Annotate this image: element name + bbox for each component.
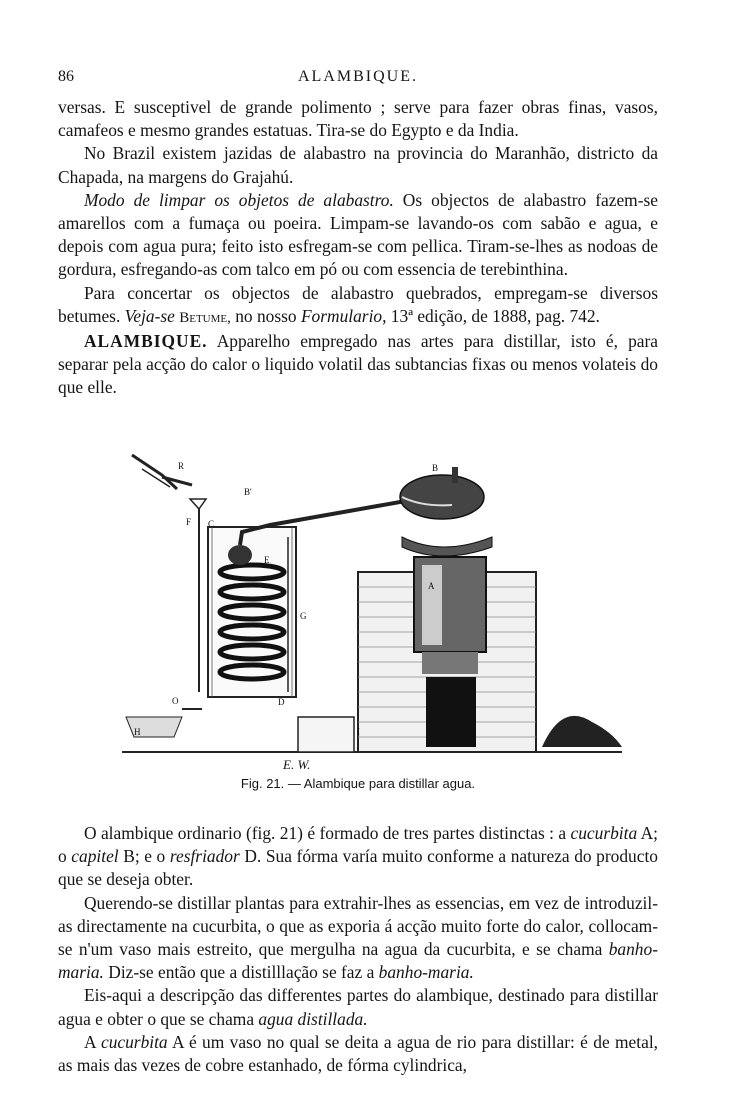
label-d: D <box>278 697 285 707</box>
page-header <box>58 68 658 90</box>
italic-lead: Modo de limpar os objetos de alabastro. <box>84 189 394 210</box>
label-h: H <box>134 727 141 737</box>
cucurbita-text: A é um vaso no qual se deita a agua de rio para distillar: é de metal, as mais das vezes de cobre estanhado, de fórma cylindrica, <box>58 1031 658 1076</box>
cross-reference: Betume, <box>179 309 231 326</box>
term-resfriador: resfriador <box>169 846 240 867</box>
banho-text-2: Diz-se então que a distilllação se faz a <box>103 962 379 983</box>
paragraph-continuation: versas. E susceptivel de grande polimento ; serve para fazer obras finas, vasos, camafeos e mesmo grandes estatuas. Tira-se do Egypto e da India. <box>58 97 658 141</box>
label-g: G <box>300 611 307 621</box>
lower-text-block <box>58 822 658 1077</box>
paragraph-description <box>58 984 658 1030</box>
repair-text: Para concertar os objectos de alabastro quebrados, empregam-se diversos betumes. <box>58 282 658 326</box>
paragraph-repair <box>58 282 658 330</box>
label-o: O <box>172 696 179 706</box>
term-cucurbita: cucurbita <box>570 823 638 843</box>
repair-mid: no nosso <box>230 305 301 326</box>
ordinary-text-1: O alambique ordinario (fig. 21) é formado de tres partes distinctas : a <box>84 823 571 843</box>
upper-text-block <box>58 96 658 400</box>
paragraph-cleaning <box>58 189 658 282</box>
label-i: I <box>357 727 360 737</box>
label-b: B <box>432 463 439 473</box>
paragraph-ordinary <box>58 822 658 892</box>
page-number: 86 <box>58 68 74 85</box>
label-a: A <box>428 581 435 591</box>
cucurbita-letter: A <box>84 1031 101 1052</box>
cleaning-text: Os objectos de alabastro fazem-se amarellos com a fumaça ou poeira. Limpam-se lavando-os com sabão e agua, e depois com agua pura; feito isto esfregam-se com pellica. Tiram-se-lhes as nodoas de gordura, esfregando-as com talco em pó ou com essencia de terebinthina. <box>58 189 658 280</box>
label-b-prime: B' <box>244 487 252 497</box>
ordinary-text-4: D. Sua fórma varía muito conforme a natureza do producto que se deseja obter. <box>58 846 659 890</box>
entry-definition: Apparelho empregado nas artes para distillar, isto é, para separar pela acção do calor o liquido volatil das subtancias fixas ou menos volateis do que elle. <box>58 331 658 398</box>
label-c: C <box>208 519 215 529</box>
paragraph-entry <box>58 330 658 400</box>
figure-caption: Fig. 21. — Alambique para distillar agua. <box>240 776 476 791</box>
ordinary-text-2: A; o <box>58 823 658 867</box>
book-title: Formulario, <box>300 305 387 326</box>
label-e: E <box>264 555 270 565</box>
label-r: R <box>178 461 185 471</box>
paragraph-banho-maria <box>58 892 658 985</box>
paragraph-brazil: No Brazil existem jazidas de alabastro na provincia do Maranhão, districto da Chapada, na margens do Grajahú. <box>58 143 658 187</box>
term-banho-maria-2: banho-maria. <box>378 962 474 983</box>
alembic-illustration <box>122 447 622 762</box>
entry-headword: ALAMBIQUE. <box>84 331 208 352</box>
description-text: Eis-aqui a descripção das differentes partes do alambique, destinado para distillar agua e obter o que se chama <box>58 985 658 1029</box>
ordinary-text-3: B; e o <box>118 846 170 867</box>
alembic-engraving <box>122 447 622 762</box>
engraver-signature: E. W. <box>283 757 311 772</box>
banho-text-1: Querendo-se distillar plantas para extrahir-lhes as essencias, em vez de introduzil-as directamente na cucurbita, o que as exporia á acção muito forte do calor, collocam-se n'um vaso mais estreito, que mergulha na agua da cucurbita, e se chama <box>58 892 658 960</box>
term-capitel: capitel <box>71 846 119 867</box>
see-also: Veja-se <box>124 305 175 326</box>
label-f: F <box>186 517 192 527</box>
running-title: ALAMBIQUE. <box>298 68 418 85</box>
term-cucurbita-2: cucurbita <box>100 1031 168 1052</box>
term-banho-maria: banho-maria. <box>58 939 658 983</box>
term-agua-distillada: agua distillada. <box>258 1008 368 1029</box>
paragraph-cucurbita <box>58 1031 658 1077</box>
edition-info: 13ª edição, de 1888, pag. 742. <box>386 305 600 326</box>
